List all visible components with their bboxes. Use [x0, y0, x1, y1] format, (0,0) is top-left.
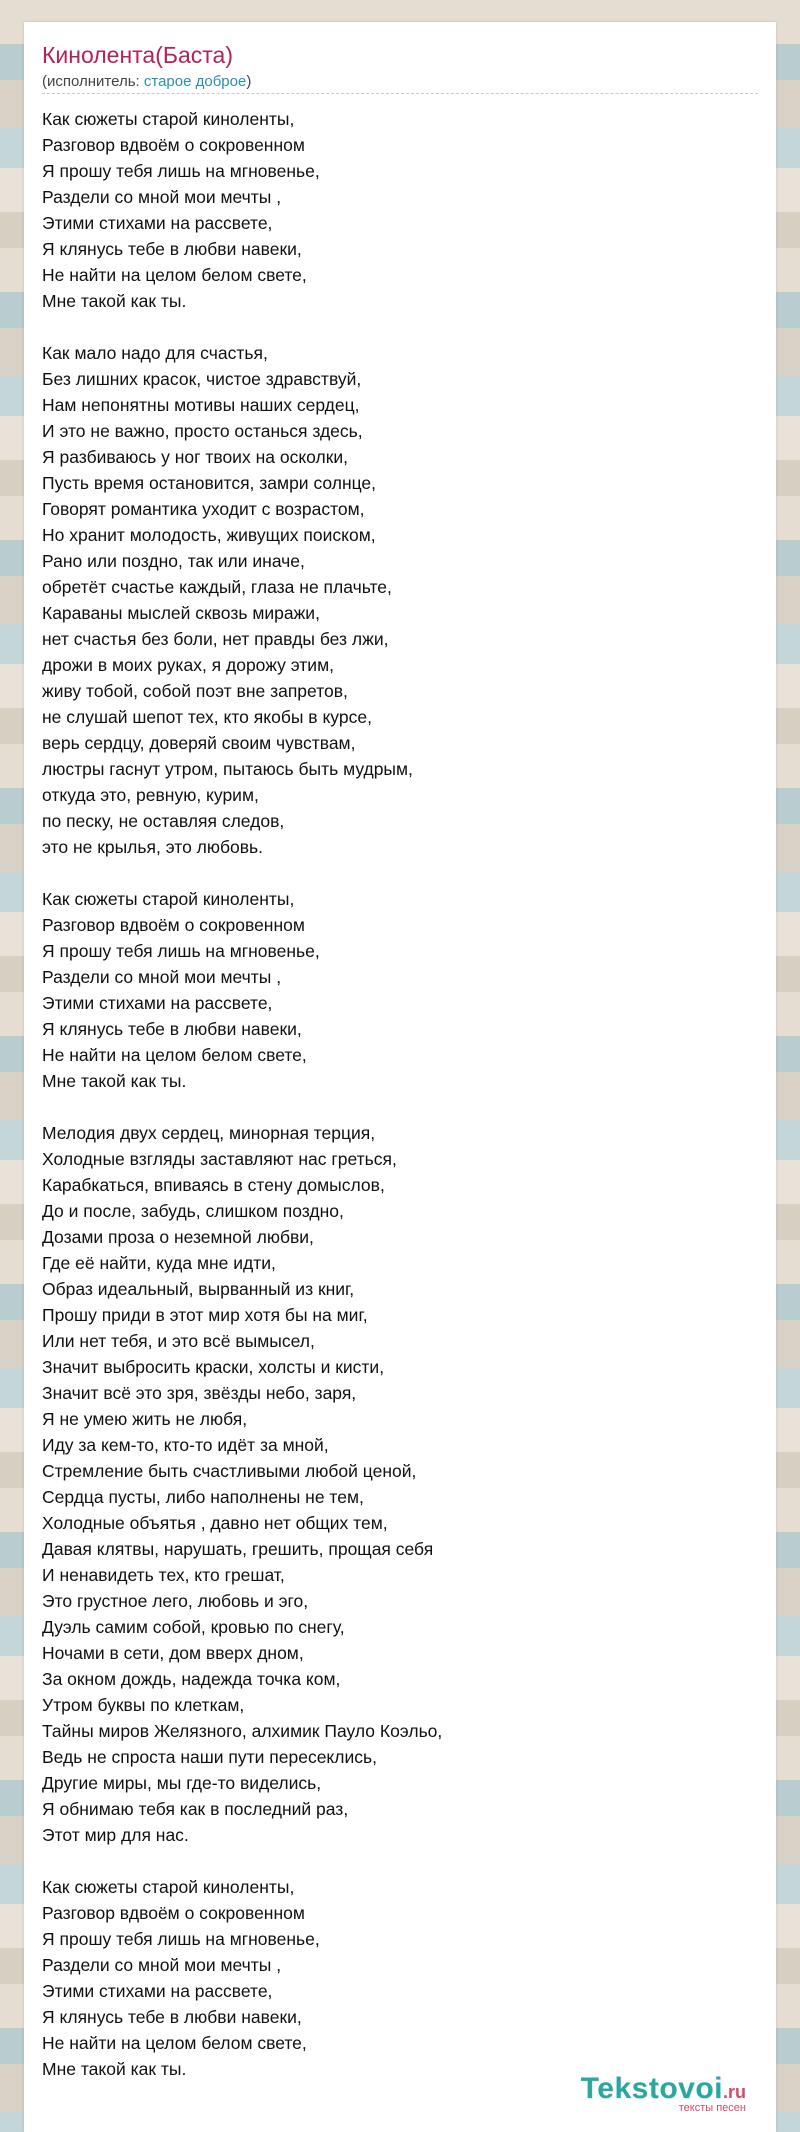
lyric-line: Раздели со мной мои мечты ,	[42, 967, 282, 987]
lyric-line	[42, 314, 762, 340]
lyric-line: Холодные объятья , давно нет общих тем,	[42, 1513, 388, 1533]
lyric-line: Разговор вдвоём о сокровенном	[42, 915, 305, 935]
lyric-line: Но хранит молодость, живущих поиском,	[42, 525, 376, 545]
artist-prefix: (исполнитель:	[42, 73, 144, 90]
lyric-line: Давая клятвы, нарушать, грешить, прощая себя	[42, 1539, 434, 1559]
lyric-line: Я клянусь тебе в любви навеки,	[42, 1019, 302, 1039]
lyric-line: Караваны мыслей сквозь миражи,	[42, 603, 320, 623]
lyric-line: Образ идеальный, вырванный из книг,	[42, 1279, 355, 1299]
lyric-line: откуда это, ревную, курим,	[42, 785, 259, 805]
lyric-line: обретёт счастье каждый, глаза не плачьте,	[42, 577, 392, 597]
lyric-line: не слушай шепот тех, кто якобы в курсе,	[42, 707, 372, 727]
lyric-line: Я прошу тебя лишь на мгновенье,	[42, 161, 320, 181]
site-logo[interactable]	[581, 2072, 746, 2114]
lyric-line: Утром буквы по клеткам,	[42, 1695, 245, 1715]
lyric-line: Мелодия двух сердец, минорная терция,	[42, 1123, 376, 1143]
lyric-line: Этот мир для нас.	[42, 1825, 189, 1845]
lyric-line: Я разбиваюсь у ног твоих на осколки,	[42, 447, 349, 467]
lyric-line: Дуэль самим собой, кровью по снегу,	[42, 1617, 345, 1637]
lyric-line: Нам непонятны мотивы наших сердец,	[42, 395, 360, 415]
logo-tagline: тексты песен	[678, 2102, 746, 2114]
lyric-line: дрожи в моих руках, я дорожу этим,	[42, 655, 334, 675]
lyric-line: Я прошу тебя лишь на мгновенье,	[42, 941, 320, 961]
content-card	[24, 22, 776, 2132]
lyric-line: До и после, забудь, слишком поздно,	[42, 1201, 344, 1221]
page-title: Кинолента(Баста)	[42, 42, 233, 68]
lyric-line: Карабкаться, впиваясь в стену домыслов,	[42, 1175, 385, 1195]
lyric-line: Я клянусь тебе в любви навеки,	[42, 2007, 302, 2027]
artist-link[interactable]: старое доброе	[143, 73, 247, 90]
lyric-line: Значит всё это зря, звёзды небо, заря,	[42, 1383, 357, 1403]
lyric-line: Как сюжеты старой киноленты,	[42, 889, 295, 909]
lyric-line: Этими стихами на рассвете,	[42, 213, 273, 233]
lyric-line: Ночами в сети, дом вверх дном,	[42, 1643, 304, 1663]
lyric-line: Холодные взгляды заставляют нас греться,	[42, 1149, 397, 1169]
lyric-line: Не найти на целом белом свете,	[42, 1045, 307, 1065]
lyric-line: Разговор вдвоём о сокровенном	[42, 135, 305, 155]
artist-line	[42, 73, 251, 90]
lyric-line: живу тобой, собой поэт вне запретов,	[42, 681, 348, 701]
lyrics-text	[42, 106, 762, 2082]
lyric-line: Не найти на целом белом свете,	[42, 2033, 307, 2053]
lyric-line: Ведь не спроста наши пути пересеклись,	[42, 1747, 378, 1767]
lyric-line: Этими стихами на рассвете,	[42, 993, 273, 1013]
lyric-line: Мне такой как ты.	[42, 1071, 187, 1091]
lyric-line: Я прошу тебя лишь на мгновенье,	[42, 1929, 320, 1949]
lyric-line: За окном дождь, надежда точка ком,	[42, 1669, 341, 1689]
lyric-line: Мне такой как ты.	[42, 2059, 187, 2079]
lyric-line: Разговор вдвоём о сокровенном	[42, 1903, 305, 1923]
lyric-line: Раздели со мной мои мечты ,	[42, 1955, 282, 1975]
logo-tld: .ru	[722, 2082, 746, 2102]
lyric-line: Как мало надо для счастья,	[42, 343, 268, 363]
lyric-line: по песку, не оставляя следов,	[42, 811, 285, 831]
lyric-line: Я клянусь тебе в любви навеки,	[42, 239, 302, 259]
lyric-line: Другие миры, мы где-то виделись,	[42, 1773, 322, 1793]
lyric-line: нет счастья без боли, нет правды без лжи,	[42, 629, 389, 649]
lyric-line	[42, 1848, 762, 1874]
logo-name: Tekstovoi	[580, 2072, 723, 2105]
lyric-line: Сердца пусты, либо наполнены не тем,	[42, 1487, 364, 1507]
lyric-line: Где её найти, куда мне идти,	[42, 1253, 276, 1273]
lyric-line: люстры гаснут утром, пытаюсь быть мудрым,	[42, 759, 413, 779]
lyric-line: Без лишних красок, чистое здравствуй,	[42, 369, 362, 389]
lyric-line: Или нет тебя, и это всё вымысел,	[42, 1331, 315, 1351]
lyric-line: Говорят романтика уходит с возрастом,	[42, 499, 365, 519]
lyric-line: Тайны миров Желязного, алхимик Пауло Коэльо,	[42, 1721, 443, 1741]
lyric-line: Пусть время остановится, замри солнце,	[42, 473, 377, 493]
lyric-line: Как сюжеты старой киноленты,	[42, 1877, 295, 1897]
lyric-line: Раздели со мной мои мечты ,	[42, 187, 282, 207]
lyric-line: Иду за кем-то, кто-то идёт за мной,	[42, 1435, 329, 1455]
lyric-line: Я обнимаю тебя как в последний раз,	[42, 1799, 349, 1819]
lyric-line: Дозами проза о неземной любви,	[42, 1227, 314, 1247]
lyric-line: Стремление быть счастливыми любой ценой,	[42, 1461, 417, 1481]
lyric-line	[42, 1094, 762, 1120]
lyric-line: Значит выбросить краски, холсты и кисти,	[42, 1357, 385, 1377]
lyric-line: И ненавидеть тех, кто грешат,	[42, 1565, 285, 1585]
lyric-line: И это не важно, просто останься здесь,	[42, 421, 363, 441]
lyric-line: Прошу приди в этот мир хотя бы на миг,	[42, 1305, 368, 1325]
lyric-line: Это грустное лего, любовь и эго,	[42, 1591, 309, 1611]
lyric-line: Не найти на целом белом свете,	[42, 265, 307, 285]
lyric-line: Мне такой как ты.	[42, 291, 187, 311]
lyric-line: Я не умею жить не любя,	[42, 1409, 248, 1429]
lyric-line: это не крылья, это любовь.	[42, 837, 264, 857]
lyric-line	[42, 860, 762, 886]
lyric-line: верь сердцу, доверяй своим чувствам,	[42, 733, 356, 753]
divider	[42, 93, 758, 94]
artist-suffix: )	[246, 73, 252, 90]
lyric-line: Как сюжеты старой киноленты,	[42, 109, 295, 129]
lyric-line: Этими стихами на рассвете,	[42, 1981, 273, 2001]
lyric-line: Рано или поздно, так или иначе,	[42, 551, 305, 571]
